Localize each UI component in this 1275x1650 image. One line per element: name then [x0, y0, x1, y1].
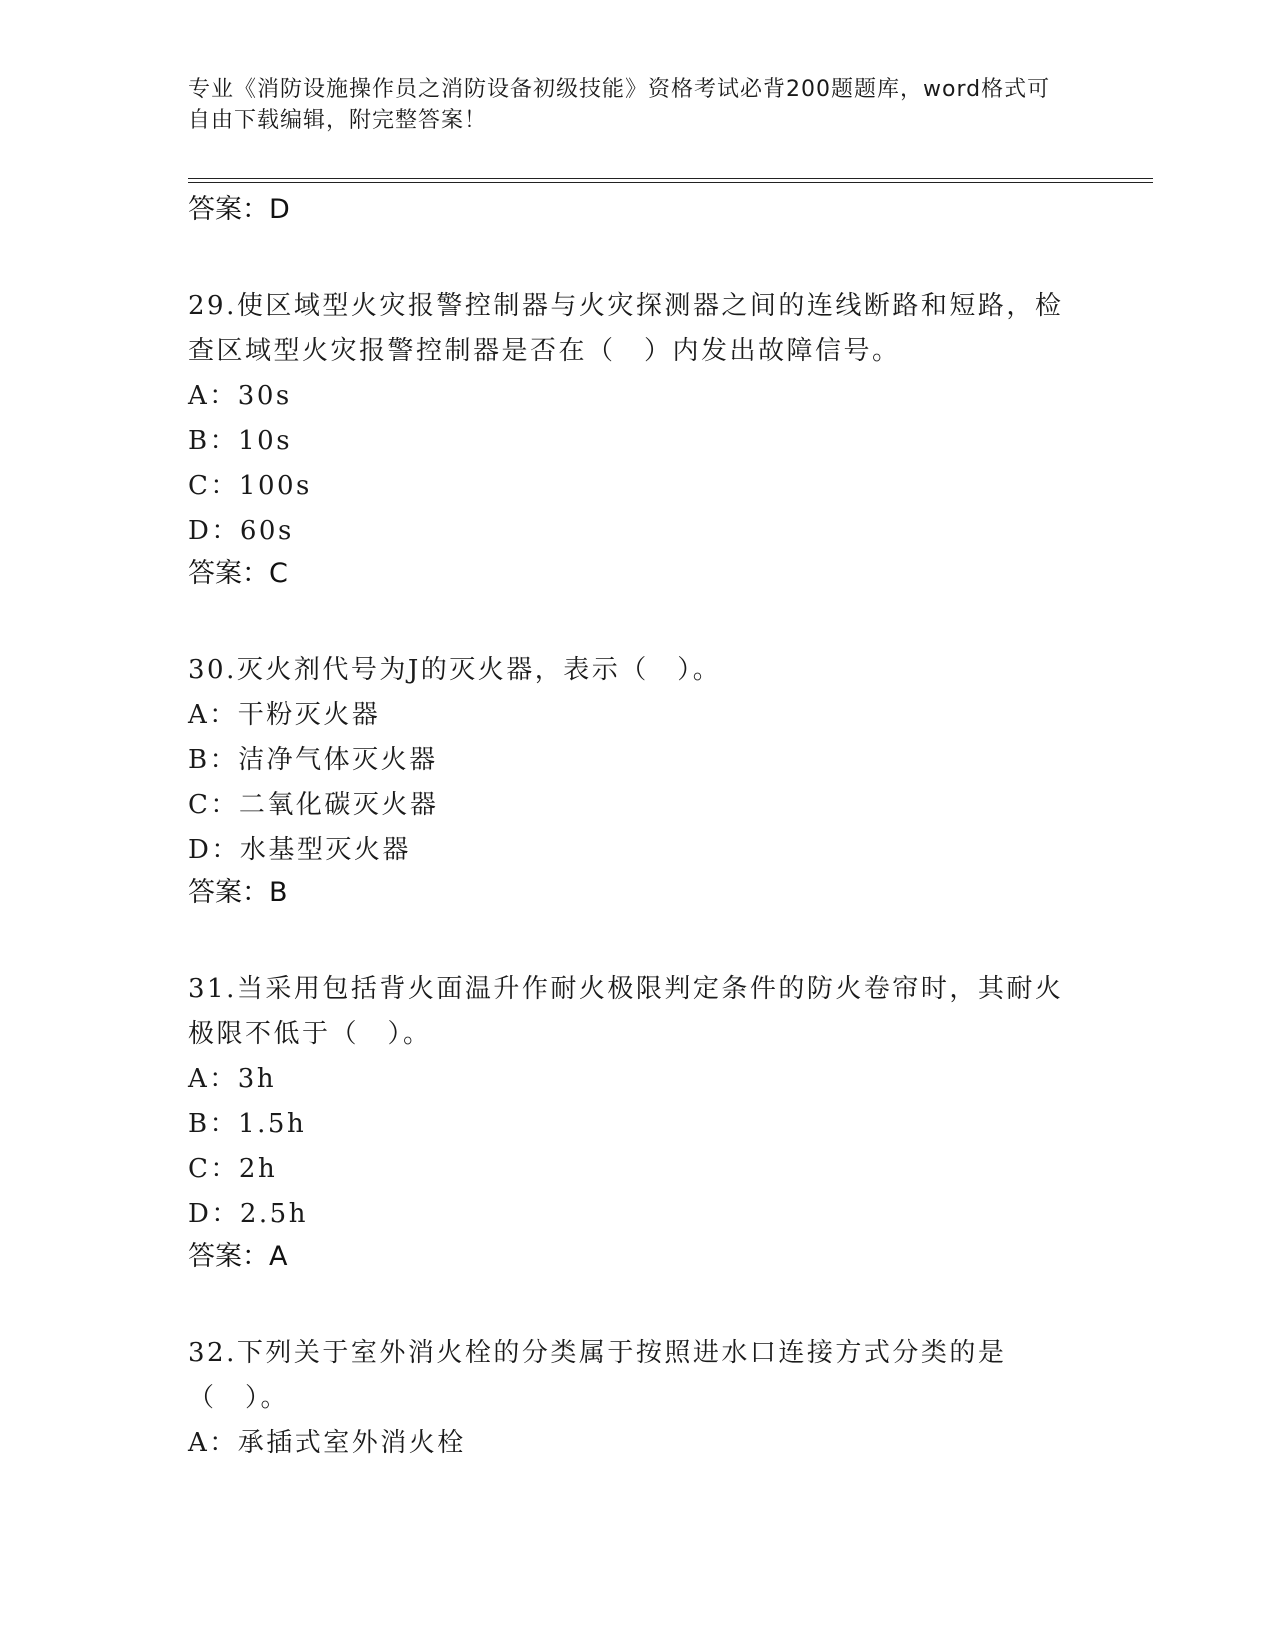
- option-key: C：: [188, 471, 239, 501]
- option-key: A：: [188, 700, 238, 730]
- option-text: 10s: [238, 426, 293, 456]
- option-text: 水基型灭火器: [239, 835, 411, 865]
- header-rule-bottom: [188, 182, 1153, 183]
- answer-line: 答案：C: [188, 558, 288, 589]
- option-d: [188, 828, 1088, 873]
- option-text: 1.5h: [238, 1109, 307, 1139]
- question-30: [188, 648, 1088, 913]
- option-d: [188, 509, 1088, 554]
- question-31: [188, 967, 1088, 1277]
- option-key: C：: [188, 790, 239, 820]
- page-header: 专业《消防设施操作员之消防设备初级技能》资格考试必背200题题库，word格式可自由下载编辑，附完整答案！: [188, 77, 1051, 133]
- option-text: 承插式室外消火栓: [237, 1428, 466, 1458]
- option-b: [188, 738, 1088, 783]
- option-key: D：: [188, 1199, 240, 1229]
- option-key: B：: [188, 426, 239, 456]
- option-key: B：: [188, 745, 239, 775]
- option-key: A：: [188, 1428, 238, 1458]
- option-b: [188, 419, 1088, 464]
- option-text: 30s: [237, 381, 292, 411]
- option-c: [188, 1147, 1088, 1192]
- answer-line: 答案：D: [188, 194, 290, 225]
- question-29: [188, 284, 1088, 594]
- question-stem: 32.下列关于室外消火栓的分类属于按照进水口连接方式分类的是（ ）。: [188, 1338, 1007, 1413]
- question-32: [188, 1331, 1088, 1466]
- option-text: 100s: [238, 471, 312, 501]
- question-stem: 30.灭火剂代号为J的灭火器，表示（ ）。: [188, 655, 722, 685]
- option-c: [188, 783, 1088, 828]
- option-a: [188, 1421, 1088, 1466]
- answer-line: 答案：B: [188, 877, 288, 908]
- option-a: [188, 1057, 1088, 1102]
- option-a: [188, 693, 1088, 738]
- option-key: D：: [188, 835, 240, 865]
- option-key: D：: [188, 516, 240, 546]
- question-list: [188, 190, 1088, 1466]
- option-text: 3h: [237, 1064, 277, 1094]
- option-c: [188, 464, 1088, 509]
- option-text: 60s: [239, 516, 294, 546]
- option-b: [188, 1102, 1088, 1147]
- option-text: 洁净气体灭火器: [238, 745, 438, 775]
- answer-line: 答案：A: [188, 1241, 288, 1272]
- option-a: [188, 374, 1088, 419]
- option-key: C：: [188, 1154, 239, 1184]
- option-text: 2.5h: [239, 1199, 308, 1229]
- header-rule-top: [188, 178, 1153, 179]
- option-d: [188, 1192, 1088, 1237]
- option-text: 干粉灭火器: [237, 700, 381, 730]
- option-key: B：: [188, 1109, 239, 1139]
- option-key: A：: [188, 1064, 238, 1094]
- question-stem: 29.使区域型火灾报警控制器与火灾探测器之间的连线断路和短路，检查区域型火灾报警控制器是否在（ ）内发出故障信号。: [188, 291, 1064, 366]
- option-text: 二氧化碳灭火器: [238, 790, 439, 820]
- option-text: 2h: [238, 1154, 278, 1184]
- question-stem: 31.当采用包括背火面温升作耐火极限判定条件的防火卷帘时，其耐火极限不低于（ ）。: [188, 974, 1064, 1049]
- option-key: A：: [188, 381, 238, 411]
